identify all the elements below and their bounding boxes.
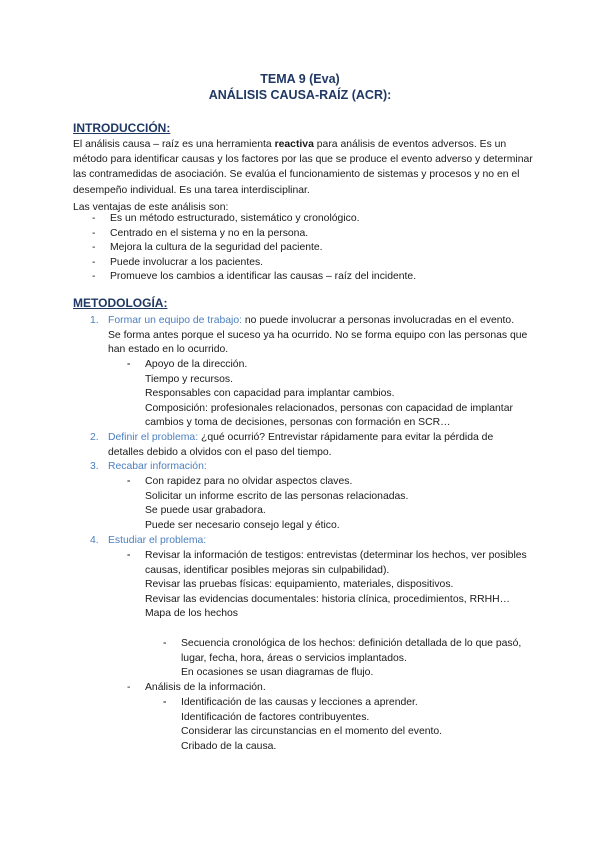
intro-heading: INTRODUCCIÓN: (73, 121, 171, 135)
list-item: - Considerar las circunstancias en el momento del evento. (181, 725, 531, 740)
step-1-list (145, 358, 530, 431)
list-item: - Promueve los cambios a identificar las causas – raíz del incidente. (110, 270, 530, 285)
step-label: Definir el problema: (108, 432, 199, 443)
list-item: - Puede involucrar a los pacientes. (110, 256, 530, 271)
list-item: - Responsables con capacidad para implantar cambios. (145, 387, 530, 402)
step-text: ¿qué ocurrió? Entrevistar rápidamente para evitar la pérdida de detalles debido a olvidos con el paso del tiempo. (108, 432, 494, 458)
list-item: - Identificación de factores contribuyentes. (181, 711, 531, 726)
analisis-list (181, 696, 531, 754)
step-1 (90, 314, 528, 358)
list-item: - Revisar las evidencias documentales: historia clínica, procedimientos, RRHH… (145, 593, 530, 608)
list-item: - En ocasiones se usan diagramas de flujo. (181, 666, 531, 681)
step-4-list (145, 549, 530, 622)
list-item: - Secuencia cronológica de los hechos: definición detallada de lo que pasó, lugar, fecha, hora, áreas o servicios implantados. (181, 637, 531, 666)
list-item: - Con rapidez para no olvidar aspectos claves. (145, 475, 530, 490)
list-item: - Solicitar un informe escrito de las personas relacionadas. (145, 490, 530, 505)
step-label: Recabar información: (108, 461, 207, 472)
intro-paragraph: El análisis causa – raíz es una herramienta reactiva para análisis de eventos adversos. Es un método para identificar causas y los factores por las que se produce el evento adverso y determinar las contramedidas de asociación. Se evalúa el funcionamiento de sistemas y procesos y no en el desempeño individual. Es una tarea interdisciplinar. (73, 139, 533, 196)
step-number: 4. (90, 535, 99, 546)
list-item: - Mapa de los hechos (145, 607, 530, 622)
bold-term: reactiva (274, 139, 314, 150)
step-number: 2. (90, 432, 99, 443)
list-item: - Análisis de la información. (145, 681, 530, 696)
list-item: - Se puede usar grabadora. (145, 504, 530, 519)
list-item: - Mejora la cultura de la seguridad del paciente. (110, 241, 530, 256)
ventajas-intro: Las ventajas de este análisis son: (73, 202, 229, 213)
step-number: 1. (90, 315, 99, 326)
list-item: - Cribado de la causa. (181, 740, 531, 755)
analisis-header (145, 681, 530, 696)
list-item: - Identificación de las causas y lecciones a aprender. (181, 696, 531, 711)
step-3-list (145, 475, 530, 533)
list-item: - Centrado en el sistema y no en la persona. (110, 227, 530, 242)
step-3 (90, 460, 528, 475)
metodologia-heading: METODOLOGÍA: (73, 296, 168, 310)
step-4 (90, 534, 528, 549)
ventajas-list (110, 212, 530, 285)
list-item: - Revisar las pruebas físicas: equipamiento, materiales, dispositivos. (145, 578, 530, 593)
document-title: TEMA 9 (Eva) (260, 72, 340, 86)
step-label: Formar un equipo de trabajo: (108, 315, 243, 326)
list-item: - Tiempo y recursos. (145, 373, 530, 388)
step-number: 3. (90, 461, 99, 472)
list-item: - Composición: profesionales relacionados, personas con capacidad de implantar cambios y toma de decisiones, personas con formación en SCR… (145, 402, 530, 431)
step-label: Estudiar el problema: (108, 535, 207, 546)
list-item: - Puede ser necesario consejo legal y ético. (145, 519, 530, 534)
step-text: no puede involucrar a personas involucradas en el evento. Se forma antes porque el suceso ya ha ocurrido. No se forma equipo con las personas que han estado en lo ocurrido. (108, 315, 528, 356)
document-subtitle: ANÁLISIS CAUSA-RAÍZ (ACR): (208, 88, 392, 102)
list-item: - Revisar la información de testigos: entrevistas (determinar los hechos, ver posibles causas, identificar posibles mejoras sin culpabilidad). (145, 549, 530, 578)
list-item: - Apoyo de la dirección. (145, 358, 530, 373)
list-item: - Es un método estructurado, sistemático y cronológico. (110, 212, 530, 227)
mapa-list (181, 637, 531, 681)
step-2 (90, 431, 528, 460)
